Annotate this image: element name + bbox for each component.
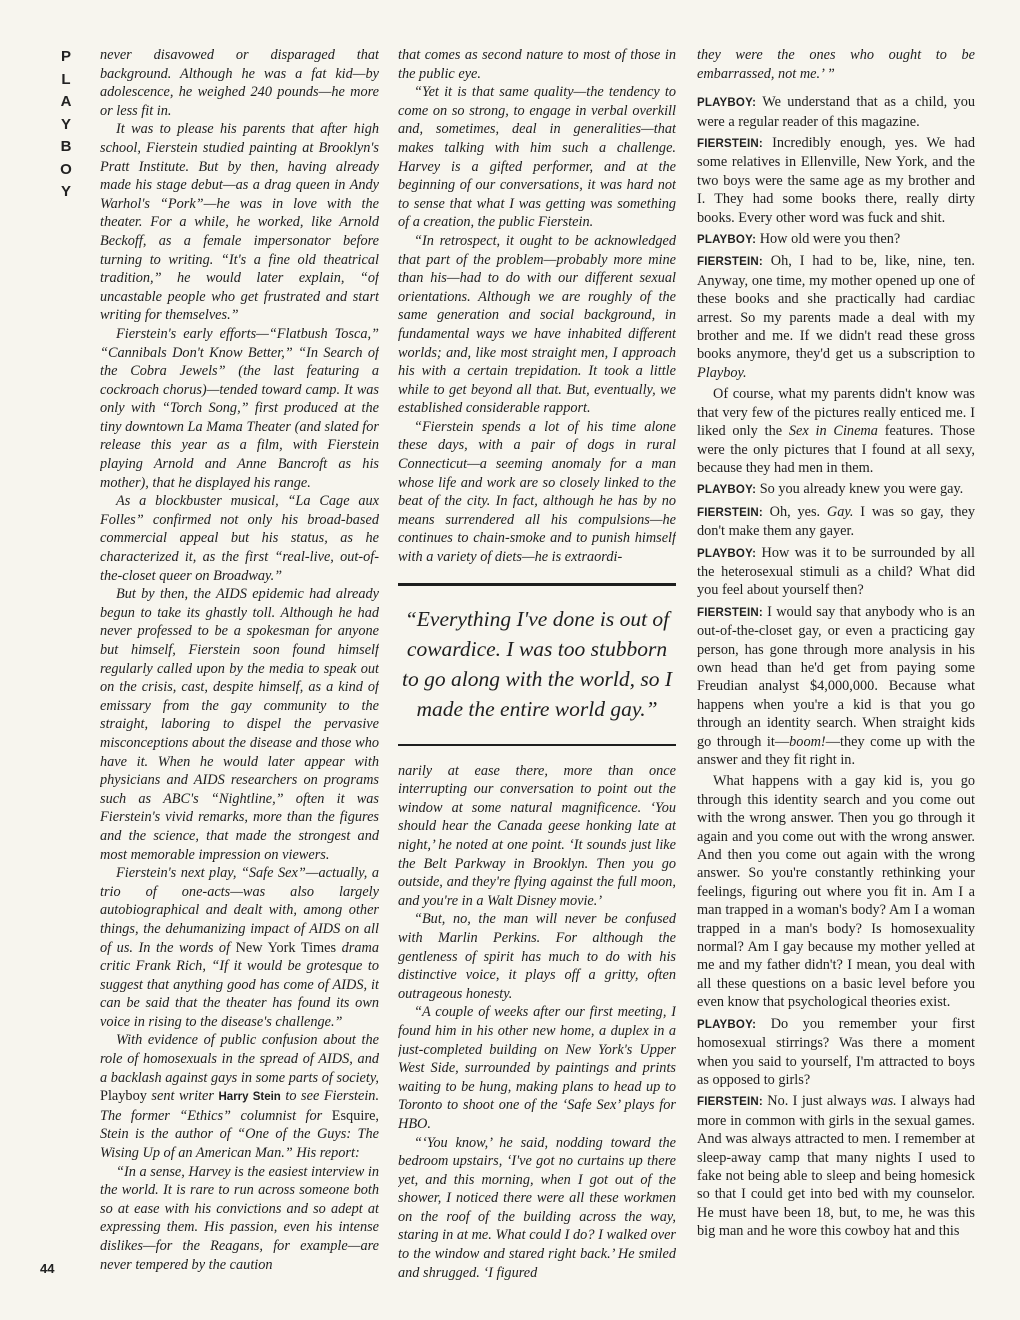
- text-run: How was it to be surrounded by all the heterosexual stimuli as a child? What did you feel about yourself then?: [697, 544, 975, 599]
- paragraph: they were the ones who ought to be embarrassed, not me.’ ”: [697, 47, 975, 82]
- question: [697, 1015, 975, 1090]
- speaker-playboy: PLAYBOY:: [697, 234, 757, 247]
- paragraph: “A couple of weeks after our first meeting, I found him in his other new home, a duplex in a just-completed building on New York's Upper West Side, surrounded by paintings and prints waiting to be hung, making plans to head up to Toronto to shoot one of the ‘Safe Sex’ plays for HBO.: [398, 1004, 676, 1132]
- text-run: Do you remember your first homosexual stirrings? Was there a moment when you said to yourself, I'm attracted to boys as opposed to girls?: [697, 1015, 975, 1088]
- italic-run: was.: [870, 1093, 897, 1110]
- question: [697, 93, 975, 131]
- question: [697, 544, 975, 600]
- text-run: So you already knew you were gay.: [759, 481, 964, 498]
- paragraph: narily at ease there, more than once interrupting our conversation to point out the window at some natural magnificence. ‘You should hear the Canada geese honking late at night,’ he noted at one point. ‘It sounds just like the Belt Parkway in Brooklyn. Then you go outside, and they're flying against the full moon, and you're in a Walt Disney movie.’: [398, 762, 676, 909]
- masthead-letter: P: [60, 48, 71, 65]
- text-run: We understand that as a child, you were a regular reader of this magazine.: [697, 94, 975, 130]
- text-run: Oh, yes.: [769, 503, 821, 520]
- text-run: No. I just always: [767, 1093, 867, 1110]
- answer: [697, 134, 975, 227]
- answer-continued: [697, 385, 975, 477]
- masthead-letter: A: [60, 93, 72, 110]
- question: [697, 230, 975, 249]
- paragraph: Fierstein's early efforts—“Flatbush Tosca,” “Cannibals Don't Know Better,” “In Search of the Cobra Jewels” (the last featuring a cockroach chorus)—tended toward camp. It was only with “Torch Song,” first produced at the tiny downtown La Mama Theater (and slated for release this year as a film, with Fierstein playing Arnold and Anne Bancroft as his mother), that he displayed his range.: [100, 325, 379, 491]
- answer: [697, 603, 975, 770]
- text-run: I always had more in common with girls in the sexual games. And was always attracted to men. I remember at sleep-away camp that many nights I used to fake not being able to sleep and being homesick so that I could get into bed with my counselor. He must have been 18, but, to me, he was this big man and he wore this cowboy hat and this: [697, 1093, 975, 1240]
- answer: [697, 1092, 975, 1240]
- writer-name: Harry Stein: [218, 1091, 281, 1104]
- publication-name: Playboy: [100, 1088, 147, 1105]
- column-3: [697, 46, 975, 1286]
- italic-run: Gay.: [826, 503, 854, 520]
- answer-continued: What happens with a gay kid is, you go through this identity search and you come out with the wrong answer. Then you go through it again and you come out with the wrong answer. And then you come out again with the wrong answer. So you're constantly rethinking your feelings, figuring out where you fit in. Am I a man trapped in a woman's body? Am I a woman trapped in a man's body? Is homosexuality normal? Am I gay because my mother yelled at me and my father didn't? I mean, you deal with all these questions on a basic level before you even know that psychological theories exist.: [697, 773, 975, 1011]
- speaker-playboy: PLAYBOY:: [697, 547, 757, 560]
- italic-run: boom!: [789, 733, 826, 750]
- answer: [697, 503, 975, 541]
- paragraph: “But, no, the man will never be confused with Marlin Perkins. For although the gentleness of spirit has much to do with his distinctive voice, it plays off a gritty, often outrageous honesty.: [398, 911, 676, 1002]
- pull-quote: [398, 583, 676, 746]
- paragraph: It was to please his parents that after high school, Fierstein studied painting at Brooklyn's Pratt Institute. But by then, having already made his stage debut—as a drag queen in Andy Warhol's “Pork”—he was in love with the theater. For a while, he worked, like Arnold Beckoff, as a female impersonator before turning to writing. “It's a fine old theatrical tradition,” he would later explain, “of uncastable people who get frustrated and start writing for themselves.”: [100, 121, 379, 324]
- masthead-letter: B: [60, 138, 72, 155]
- masthead-letter: L: [61, 70, 71, 88]
- paragraph: “Fierstein spends a lot of his time alone these days, with a pair of dogs in rural Connecticut—a seeming anomaly for a man whose life and work are so closely linked to the beat of the city. In fact, although he has by no means surrendered all his compulsions—he continues to chain-smoke and to punish himself with a variety of diets—he is extraordi-: [398, 418, 676, 566]
- paragraph: “In retrospect, it ought to be acknowledged that part of the problem—probably more mine than his—had to do with our different sexual orientations. Although we are roughly of the same generation and social background, in fundamental ways we have inhabited different worlds; and, like most straight men, I approach his with a certain trepidation. It took a little while to get beyond all that. But, eventually, we established considerable rapport.: [398, 232, 676, 417]
- column-2: [398, 46, 676, 1286]
- text-run: —they come up with the answer and they fit right in.: [697, 733, 975, 768]
- pull-quote-text: “Everything I've done is out of cowardice. I was too stubborn to go along with the world, so I made the entire world gay.”: [402, 606, 672, 721]
- speaker-fierstein: FIERSTEIN:: [697, 256, 763, 269]
- text-run: I was so gay, they don't make them any gayer.: [697, 503, 975, 540]
- paragraph: As a blockbuster musical, “La Cage aux Folles” confirmed not only his broad-based commercial appeal but his status, as he characterized it, as the first “real-live, out-of-the-closet queer on Broadway.”: [100, 493, 379, 584]
- paragraph: But by then, the AIDS epidemic had already begun to take its ghastly toll. Although he had never professed to be a spokesman for anyone but himself, Fierstein soon found himself regularly called upon by the media to speak out on the crisis, cast, despite himself, as a kind of emissary from the gay community to the straight, laboring to dispel the pervasive misconceptions about the disease and those who have it. When he would later appear with physicians and AIDS researchers on programs such as ABC's “Nightline,” often it was Fierstein's vivid remarks, more than the figures and the science, that made the strongest and most memorable impression on viewers.: [100, 586, 379, 863]
- speaker-fierstein: FIERSTEIN:: [697, 606, 763, 619]
- paragraph: [100, 1031, 379, 1162]
- masthead-letter: O: [60, 160, 72, 178]
- paragraph: that comes as second nature to most of those in the public eye.: [398, 47, 676, 82]
- vertical-masthead: [52, 46, 80, 204]
- paragraph: [100, 864, 379, 1031]
- paragraph: “In a sense, Harvey is the easiest interview in the world. It is rare to run across someone both so at ease with his convictions and so adept at expressing them. His passion, even his intense dislikes—for the Reagans, for example—are never tempered by the caution: [100, 1163, 379, 1273]
- masthead-letter: Y: [60, 115, 71, 133]
- paragraph: never disavowed or disparaged that background. Although he was a fat kid—by adolescence, he weighed 240 pounds—he more or less fit in.: [100, 47, 379, 119]
- text-run: sent writer: [151, 1088, 214, 1105]
- paragraph: “Yet it is that same quality—the tendency to come on so strong, to engage in verbal overkill and, sometimes, deal in generalities—that makes talking with him such a challenge. Harvey is a gifted performer, and at the beginning of our conversations, it was hard not to sense that what I was getting was something of a creation, the public Fierstein.: [398, 84, 676, 231]
- text-run: Stein is the author of “One of the Guys: The Wising Up of an American Man.” His report:: [100, 1126, 379, 1162]
- speaker-fierstein: FIERSTEIN:: [697, 1096, 763, 1109]
- italic-run: Sex in Cinema: [788, 423, 878, 440]
- text-run: How old were you then?: [759, 231, 901, 248]
- speaker-playboy: PLAYBOY:: [697, 484, 757, 497]
- speaker-fierstein: FIERSTEIN:: [697, 506, 763, 519]
- masthead-letters: [52, 46, 80, 204]
- text-run: drama critic Frank Rich, “If it would be grotesque to suggest that anything good has come of AIDS, it can be said that the theater has found its own voice in rising to the disease's challenge.”: [100, 939, 379, 1030]
- text-run: Fierstein's next play, “Safe Sex”—actually, a trio of one-acts—was also largely autobiographical and dealt with, among other things, the dehumanizing impact of AIDS on all of us. In the words of: [100, 865, 379, 956]
- text-run: Oh, I had to be, like, nine, ten. Anyway, one time, my mother opened up one of these books and she practically had cardiac arrest. So my parents made a deal with my brother and me. If we didn't read these gross books anymore, they'd get us a subscription to: [697, 253, 975, 363]
- text-run: With evidence of public confusion about the role of homosexuals in the spread of AIDS, and a backlash against gays in some parts of society,: [100, 1032, 379, 1086]
- speaker-playboy: PLAYBOY:: [697, 97, 757, 110]
- masthead-letter: Y: [60, 183, 71, 200]
- publication-name: New York Times: [235, 939, 337, 956]
- text-run: features. Those were the only pictures that I found at all sexy, because they had men in them.: [697, 423, 975, 476]
- answer: [697, 252, 975, 382]
- speaker-playboy: PLAYBOY:: [697, 1018, 757, 1031]
- italic-run: Playboy.: [697, 364, 747, 381]
- paragraph: “‘You know,’ he said, nodding toward the bedroom upstairs, ‘I've got no curtains up there yet, and this morning, when I got out of the shower, I noticed there were all these workmen on the roof of the building across the way, staring in at me. What could I do? I walked over to the window and stared right back.’ He smiled and shrugged. ‘I figured: [398, 1134, 676, 1281]
- publication-name: Esquire,: [331, 1107, 379, 1124]
- page-number: 44: [40, 1261, 55, 1276]
- column-1: [100, 46, 379, 1286]
- question: [697, 480, 975, 499]
- text-run: Incredibly enough, yes. We had some relatives in Ellenville, New York, and the two boys were the same age as my brother and I. They had some books there, really dirty books. Every other word was fuck and shit.: [697, 135, 975, 226]
- text-run: to see Fierstein. The former “Ethics” columnist for: [100, 1088, 379, 1124]
- speaker-fierstein: FIERSTEIN:: [697, 138, 763, 150]
- text-run: I would say that anybody who is an out-of-the-closet gay, or even a practicing gay person, has gone through more analysis in his own head than he'd get from paying some Freudian analyst $4,000,000. Because what happens when you're a kid is that you go through an identity search. When straight kids go through it—: [697, 603, 975, 750]
- text-run: Of course, what my parents didn't know was that very few of the pictures really enticed me. I liked only the: [697, 386, 975, 440]
